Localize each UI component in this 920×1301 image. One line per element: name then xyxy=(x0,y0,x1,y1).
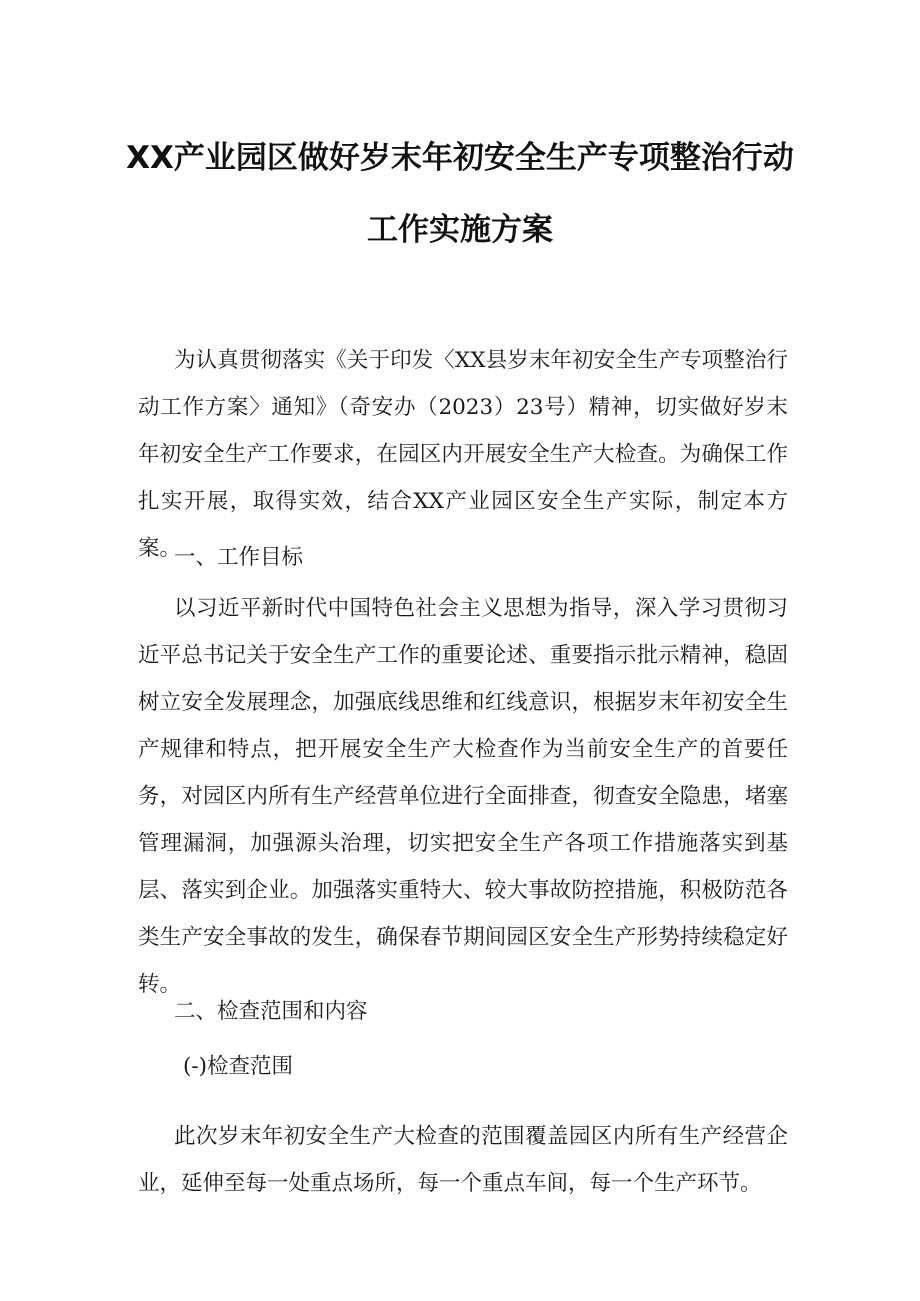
document-title-line-1: XX产业园区做好岁末年初安全生产专项整治行动 xyxy=(126,140,794,176)
intro-paragraph: 为认真贯彻落实《关于印发〈XX县岁末年初安全生产专项整治行动工作方案〉通知》（奇安办（2023）23号）精神，切实做好岁末年初安全生产工作要求，在园区内开展安全生产大检查。为确保工作扎实开展，取得实效，结合XX产业园区安全生产实际，制定本方案。 xyxy=(138,348,788,561)
subsection-heading-inspection-scope: (-)检查范围 xyxy=(183,1054,294,1079)
inspection-scope-paragraph: 此次岁末年初安全生产大检查的范围覆盖园区内所有生产经营企业，延伸至每一处重点场所，每一个重点车间，每一个生产环节。 xyxy=(138,1124,788,1196)
section-heading-scope-and-content: 二、检查范围和内容 xyxy=(174,999,368,1024)
document-title-line-2: 工作实施方案 xyxy=(367,212,553,248)
section-heading-work-goals: 一、工作目标 xyxy=(174,545,304,570)
work-goals-paragraph: 以习近平新时代中国特色社会主义思想为指导，深入学习贯彻习近平总书记关于安全生产工作的重要论述、重要指示批示精神，稳固树立安全发展理念，加强底线思维和红线意识，根据岁末年初安全生产规律和特点，把开展安全生产大检查作为当前安全生产的首要任务，对园区内所有生产经营单位进行全面排查，彻查安全隐患，堵塞管理漏洞，加强源头治理，切实把安全生产各项工作措施落实到基层、落实到企业。加强落实重特大、较大事故防控措施，积极防范各类生产安全事故的发生，确保春节期间园区安全生产形势持续稳定好转。 xyxy=(138,596,788,997)
